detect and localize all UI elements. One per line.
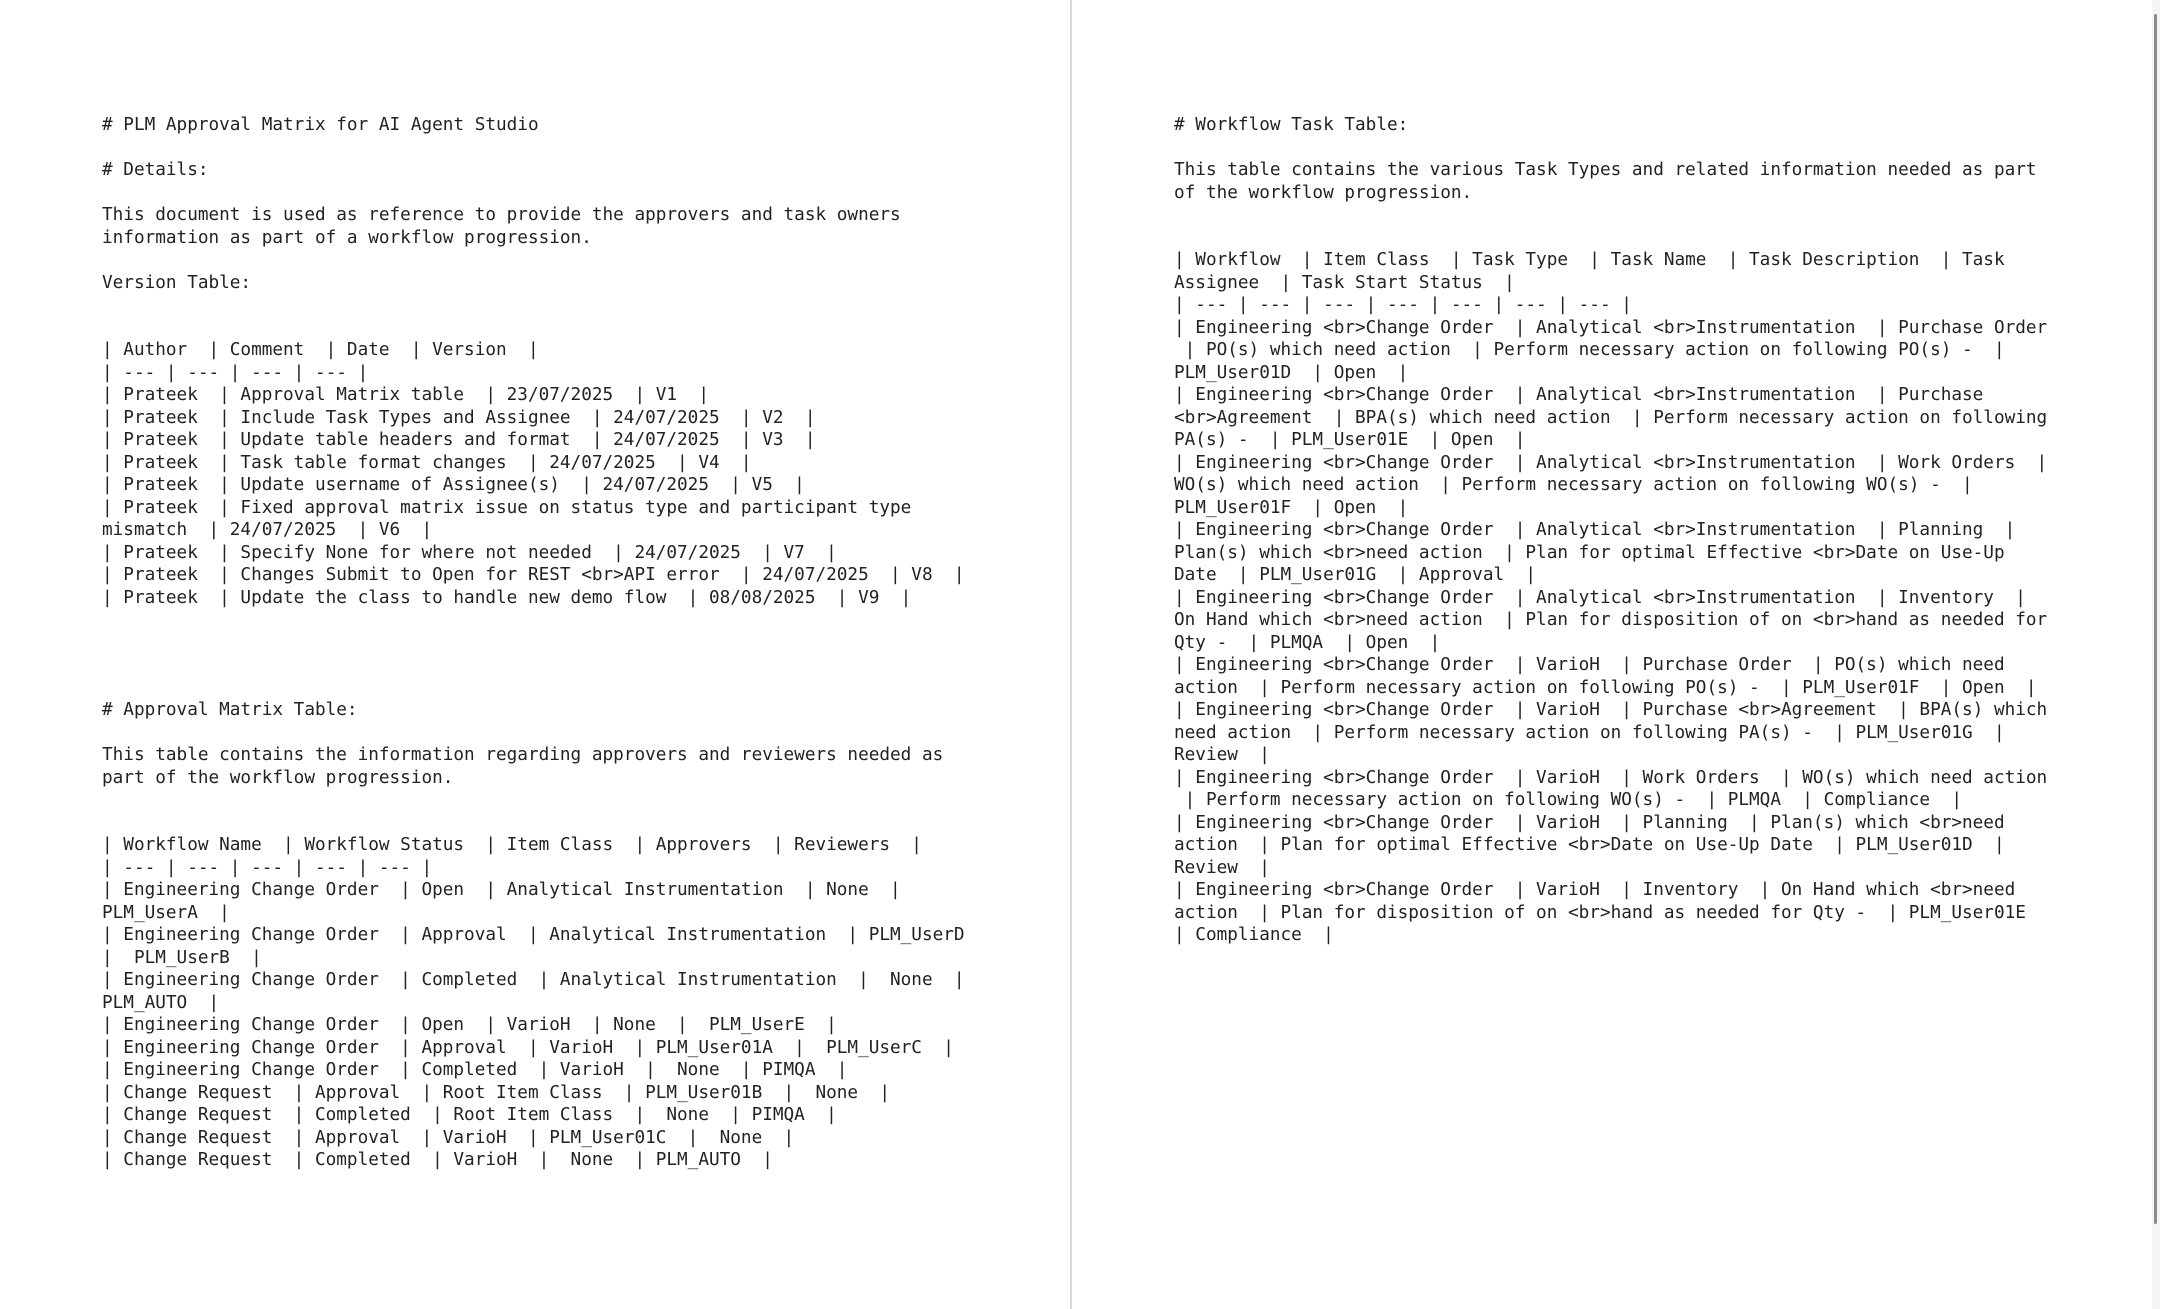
vertical-scrollbar[interactable] (2152, 0, 2160, 1309)
page-right-text: # Workflow Task Table: This table contains the various Task Types and related information needed as part of the workflow progression. | Workflow | Item Class | Task Type | Task Name | Task Description | Task Assignee | Task Start Status | | --- | --- | --- | --- | --- | --- | --- | | Engineering <br>Change Order | Analytical <br>Instrumentation | Purchase Order | PO(s) which need action | Perform necessary action on following PO(s) - | PLM_User01D | Open | | Engineering <br>Change Order | Analytical <br>Instrumentation | Purchase <br>Agreement | BPA(s) which need action | Perform necessary action on following PA(s) - | PLM_User01E | Open | | Engineering <br>Change Order | Analytical <br>Instrumentation | Work Orders | WO(s) which need action | Perform necessary action on following WO(s) - | PLM_User01F | Open | | Engineering <br>Change Order | Analytical <br>Instrumentation | Planning | Plan(s) which <br>need action | Plan for optimal Effective <br>Date on Use-Up Date | PLM_User01G | Approval | | Engineering <br>Change Order | Analytical <br>Instrumentation | Inventory | On Hand which <br>need action | Plan for disposition of on <br>hand as needed for Qty - | PLMQA | Open | | Engineering <br>Change Order | VarioH | Purchase Order | PO(s) which need action | Perform necessary action on following PO(s) - | PLM_User01F | Open | | Engineering <br>Change Order | VarioH | Purchase <br>Agreement | BPA(s) which need action | Perform necessary action on following PA(s) - | PLM_User01G | Review | | Engineering <br>Change Order | VarioH | Work Orders | WO(s) which need action | Perform necessary action on following WO(s) - | PLMQA | Compliance | | Engineering <br>Change Order | VarioH | Planning | Plan(s) which <br>need action | Plan for optimal Effective <br>Date on Use-Up Date | PLM_User01D | Review | | Engineering <br>Change Order | VarioH | Inventory | On Hand which <br>need action | Plan for disposition of on <br>hand as needed for Qty - | PLM_User01E | Compliance | (1174, 115, 2048, 945)
document-page-left (0, 0, 1070, 1309)
page-left-text: # PLM Approval Matrix for AI Agent Studio # Details: This document is used as reference to provide the approvers and task owners information as part of a workflow progression. Version Table: | Author | Comment | Date | Version | | --- | --- | --- | --- | | Prateek | Approval Matrix table | 23/07/2025 | V1 | | Prateek | Include Task Types and Assignee | 24/07/2025 | V2 | | Prateek | Update table headers and format | 24/07/2025 | V3 | | Prateek | Task table format changes | 24/07/2025 | V4 | | Prateek | Update username of Assignee(s) | 24/07/2025 | V5 | | Prateek | Fixed approval matrix issue on status type and participant type mismatch | 24/07/2025 | V6 | | Prateek | Specify None for where not needed | 24/07/2025 | V7 | | Prateek | Changes Submit to Open for REST <br>API error | 24/07/2025 | V8 | | Prateek | Update the class to handle new demo flow | 08/08/2025 | V9 | # Approval Matrix Table: This table contains the information regarding approvers and reviewers needed as part of the workflow progression. | Workflow Name | Workflow Status | Item Class | Approvers | Reviewers | | --- | --- | --- | --- | --- | | Engineering Change Order | Open | Analytical Instrumentation | None | PLM_UserA | | Engineering Change Order | Approval | Analytical Instrumentation | PLM_UserD | PLM_UserB | | Engineering Change Order | Completed | Analytical Instrumentation | None | PLM_AUTO | | Engineering Change Order | Open | VarioH | None | PLM_UserE | | Engineering Change Order | Approval | VarioH | PLM_User01A | PLM_UserC | | Engineering Change Order | Completed | VarioH | None | PIMQA | | Change Request | Approval | Root Item Class | PLM_User01B | None | | Change Request | Completed | Root Item Class | None | PIMQA | | Change Request | Approval | VarioH | PLM_User01C | None | | Change Request | Completed | VarioH | None | PLM_AUTO | (102, 115, 965, 1170)
document-page-right (1072, 0, 2152, 1309)
scrollbar-thumb[interactable] (2154, 14, 2157, 1224)
